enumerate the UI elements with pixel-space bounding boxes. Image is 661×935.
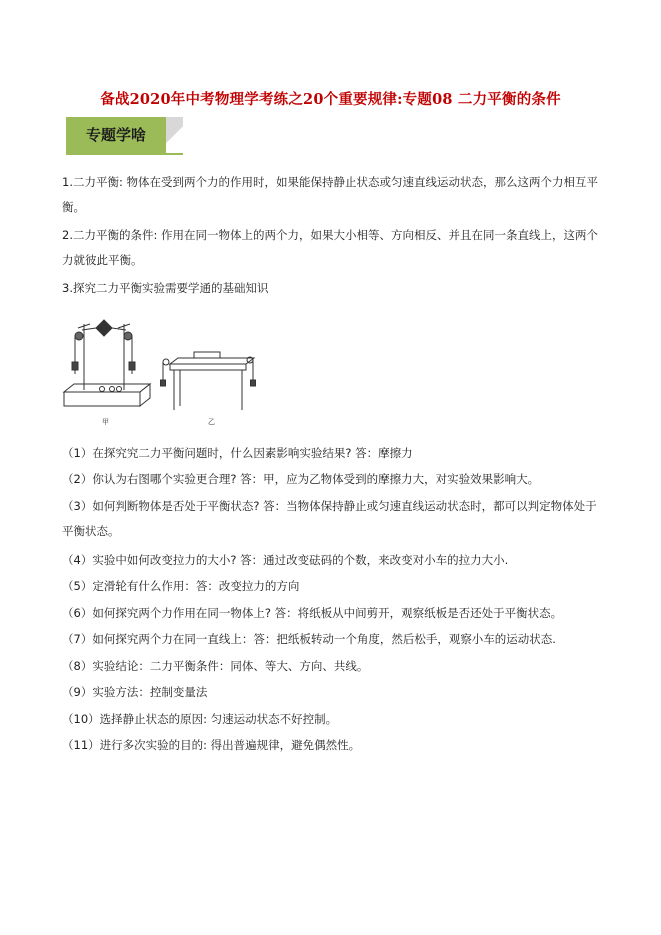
figure-label-left: 甲 [102, 418, 109, 426]
question-5: （5）定滑轮有什么作用：答：改变拉力的方向 [62, 579, 300, 593]
banner-label: 专题学啥 [85, 126, 146, 144]
question-11: （11）进行多次实验的目的: 得出普遍规律，避免偶然性。 [62, 738, 361, 752]
banner-fold [166, 117, 183, 153]
paragraph-2-line-2: 力就彼此平衡。 [62, 253, 143, 267]
experiment-figure [62, 306, 262, 432]
paragraph-3: 3.探究二力平衡实验需要学通的基础知识 [62, 281, 269, 295]
question-7: （7）如何探究两个力在同一直线上：答：把纸板转动一个角度，然后松手，观察小车的运动状态. [62, 632, 556, 646]
figure-label-right: 乙 [208, 418, 215, 426]
question-3-line-1: （3）如何判断物体是否处于平衡状态? 答：当物体保持静止或匀速直线运动状态时，都可以判定物体处于 [62, 499, 597, 513]
page-title: 备战2020年中考物理学考练之20个重要规律:专题08 二力平衡的条件 [100, 91, 561, 108]
question-1: （1）在探究究二力平衡问题时，什么因素影响实验结果? 答：摩擦力 [62, 446, 413, 460]
question-9: （9）实验方法：控制变量法 [62, 685, 208, 699]
question-6: （6）如何探究两个力作用在同一物体上? 答：将纸板从中间剪开，观察纸板是否还处于平衡状态。 [62, 606, 563, 620]
question-3-line-2: 平衡状态。 [62, 524, 120, 538]
banner-underline [66, 153, 183, 155]
question-4: （4）实验中如何改变拉力的大小? 答：通过改变砝码的个数，来改变对小车的拉力大小. [62, 553, 509, 567]
apparatus-right [161, 352, 256, 410]
paragraph-1-line-1: 1.二力平衡: 物体在受到两个力的作用时，如果能保持静止状态或匀速直线运动状态，那么这两个力相互平 [62, 175, 598, 189]
section-banner [66, 117, 183, 153]
paragraph-2-line-1: 2.二力平衡的条件: 作用在同一物体上的两个力，如果大小相等、方向相反、并且在同一条直线上，这两个 [62, 228, 598, 242]
question-2: （2）你认为右图哪个实验更合理? 答：甲，应为乙物体受到的摩擦力大，对实验效果影响大。 [62, 472, 540, 486]
question-10: （10）选择静止状态的原因: 匀速运动状态不好控制。 [62, 712, 338, 726]
question-8: （8）实验结论：二力平衡条件：同体、等大、方向、共线。 [62, 659, 369, 673]
paragraph-1-line-2: 衡。 [62, 200, 85, 214]
apparatus-left [64, 320, 150, 406]
